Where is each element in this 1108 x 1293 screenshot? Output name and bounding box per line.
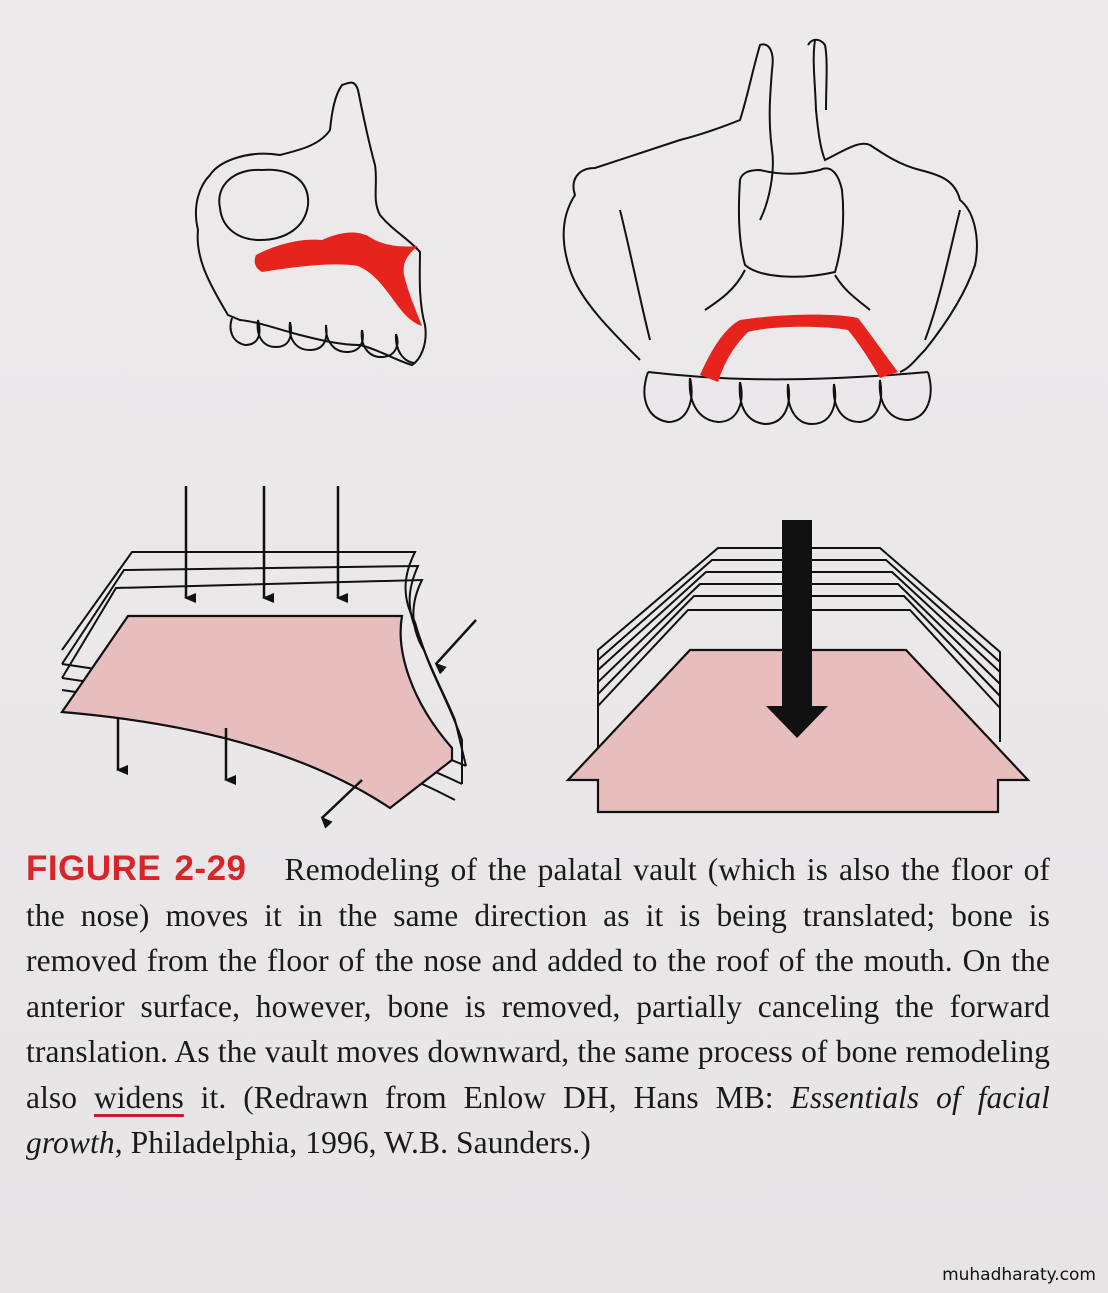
stacked-vault-diagram — [568, 520, 1028, 812]
palate-highlight-lateral — [255, 233, 422, 326]
caption-book-title: Essentials of facial growth — [26, 1079, 1050, 1160]
figure-label: FIGURE 2-29 — [26, 849, 247, 888]
caption-highlight-widens: widens — [93, 1079, 184, 1115]
caption-text: Remodeling of the palatal vault (which is also the floor of the nose) moves it in the same direction as it is being translated; bone is removed from the floor of the nose and added to the roof of the mouth. On the anterior surface, however, bone is removed, partially canceling the forward translation. As the vault moves downward, the same process of bone remodeling also — [26, 852, 1051, 1115]
curved-remodeling-diagram — [62, 486, 476, 818]
watermark: muhadharaty.com — [942, 1265, 1096, 1285]
caption-text-end: , Philadelphia, 1996, W.B. Saunders.) — [114, 1125, 591, 1160]
maxilla-frontal-view — [564, 40, 977, 424]
figure-caption — [26, 846, 1050, 1166]
maxilla-lateral-view — [196, 83, 426, 365]
palate-highlight-frontal — [700, 315, 898, 382]
caption-text-cont: it. (Redrawn from Enlow DH, Hans MB: — [183, 1079, 791, 1115]
